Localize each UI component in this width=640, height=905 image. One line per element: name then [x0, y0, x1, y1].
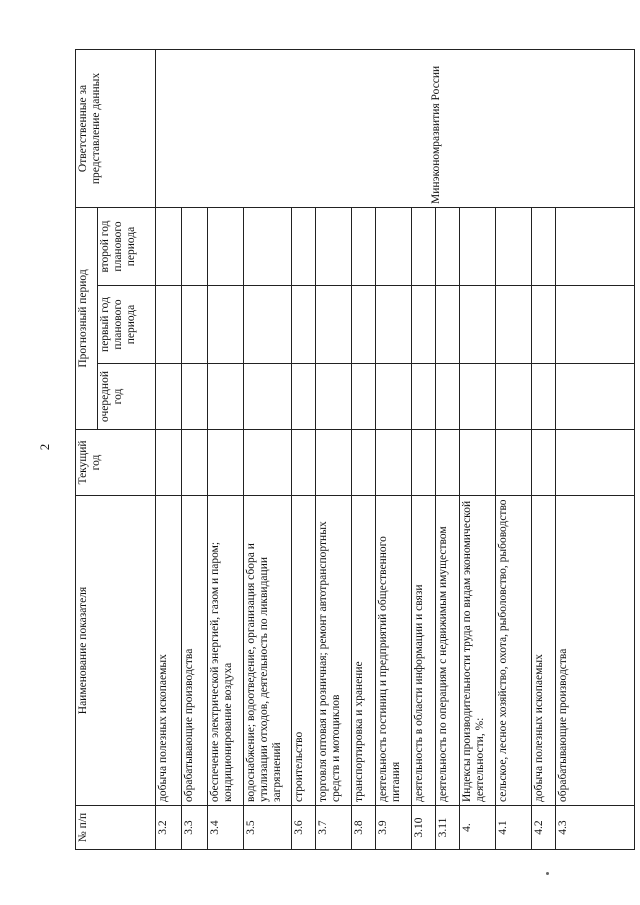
cell-current: [156, 430, 182, 496]
row-name: добыча полезных ископаемых: [156, 496, 182, 806]
cell-plan1: [244, 286, 292, 364]
cell-plan1: [156, 286, 182, 364]
cell-next: [352, 364, 376, 430]
row-name: транспортировка и хранение: [352, 496, 376, 806]
row-no: 4.3: [556, 806, 635, 850]
cell-plan1: [316, 286, 352, 364]
cell-current: [352, 430, 376, 496]
cell-plan1: [532, 286, 556, 364]
row-no: 3.8: [352, 806, 376, 850]
cell-next: [208, 364, 244, 430]
row-name: обеспечение электрической энергией, газом и паром; кондиционирование воздуха: [208, 496, 244, 806]
indicator-table: [75, 49, 635, 850]
cell-plan2: [292, 207, 316, 285]
row-no: 3.5: [244, 806, 292, 850]
cell-plan2: [460, 207, 496, 285]
cell-plan2: [244, 207, 292, 285]
cell-next: [376, 364, 412, 430]
row-name: сельское, лесное хозяйство, охота, рыболовство, рыбоводство: [496, 496, 532, 806]
cell-next: [156, 364, 182, 430]
cell-current: [556, 430, 635, 496]
cell-current: [412, 430, 436, 496]
cell-current: [292, 430, 316, 496]
cell-next: [316, 364, 352, 430]
row-name: торговля оптовая и розничная; ремонт автотранспортных средств и мотоциклов: [316, 496, 352, 806]
cell-current: [244, 430, 292, 496]
row-no: 3.10: [412, 806, 436, 850]
cell-current: [436, 430, 460, 496]
header-plan-year1: первый год планового периода: [98, 286, 156, 364]
cell-plan2: [436, 207, 460, 285]
header-responsible: Ответственные за представление данных: [76, 49, 156, 207]
scan-mark: [546, 872, 549, 875]
row-no: 3.11: [436, 806, 460, 850]
cell-plan2: [532, 207, 556, 285]
cell-plan1: [436, 286, 460, 364]
row-no: 3.7: [316, 806, 352, 850]
row-name: деятельность гостиниц и предприятий общественного питания: [376, 496, 412, 806]
cell-plan2: [556, 207, 635, 285]
cell-current: [316, 430, 352, 496]
cell-plan1: [292, 286, 316, 364]
cell-current: [376, 430, 412, 496]
cell-next: [412, 364, 436, 430]
cell-plan2: [182, 207, 208, 285]
cell-current: [532, 430, 556, 496]
cell-plan1: [496, 286, 532, 364]
row-name: деятельность по операциям с недвижимым имуществом: [436, 496, 460, 806]
row-no: 3.2: [156, 806, 182, 850]
responsible-cell: Минэкономразвития России: [156, 49, 635, 207]
cell-next: [182, 364, 208, 430]
cell-current: [182, 430, 208, 496]
cell-current: [460, 430, 496, 496]
row-name: водоснабжение; водоотведение, организация сбора и утилизации отходов, деятельность по ликвидации загрязнений: [244, 496, 292, 806]
cell-plan2: [156, 207, 182, 285]
page-number: 2: [37, 443, 52, 451]
header-next-year: очередной год: [98, 364, 156, 430]
row-no: 3.6: [292, 806, 316, 850]
cell-plan1: [376, 286, 412, 364]
row-no: 4.1: [496, 806, 532, 850]
row-name: строительство: [292, 496, 316, 806]
row-no: 3.3: [182, 806, 208, 850]
row-no: 4.2: [532, 806, 556, 850]
cell-next: [556, 364, 635, 430]
row-name: Индексы производительности труда по видам экономической деятельности, %:: [460, 496, 496, 806]
header-name: Наименование показателя: [76, 496, 156, 806]
cell-next: [460, 364, 496, 430]
cell-plan1: [556, 286, 635, 364]
header-forecast: Прогнозный период: [76, 207, 98, 429]
header-current-year: Текущий год: [76, 430, 156, 496]
row-no: 3.4: [208, 806, 244, 850]
row-no: 3.9: [376, 806, 412, 850]
cell-plan2: [376, 207, 412, 285]
cell-next: [244, 364, 292, 430]
cell-plan1: [412, 286, 436, 364]
row-name: деятельность в области информации и связи: [412, 496, 436, 806]
cell-plan1: [352, 286, 376, 364]
cell-current: [208, 430, 244, 496]
row-name: добыча полезных ископаемых: [532, 496, 556, 806]
header-plan-year2: второй год планового периода: [98, 207, 156, 285]
header-no: № п/п: [76, 806, 156, 850]
cell-next: [496, 364, 532, 430]
cell-next: [436, 364, 460, 430]
cell-plan2: [352, 207, 376, 285]
row-no: 4.: [460, 806, 496, 850]
cell-plan2: [208, 207, 244, 285]
rotated-table-wrapper: [75, 50, 635, 850]
row-name: обрабатывающие производства: [182, 496, 208, 806]
cell-plan1: [182, 286, 208, 364]
cell-current: [496, 430, 532, 496]
cell-next: [292, 364, 316, 430]
cell-next: [532, 364, 556, 430]
cell-plan2: [412, 207, 436, 285]
cell-plan2: [496, 207, 532, 285]
cell-plan1: [208, 286, 244, 364]
cell-plan2: [316, 207, 352, 285]
row-name: обрабатывающие производства: [556, 496, 635, 806]
cell-plan1: [460, 286, 496, 364]
